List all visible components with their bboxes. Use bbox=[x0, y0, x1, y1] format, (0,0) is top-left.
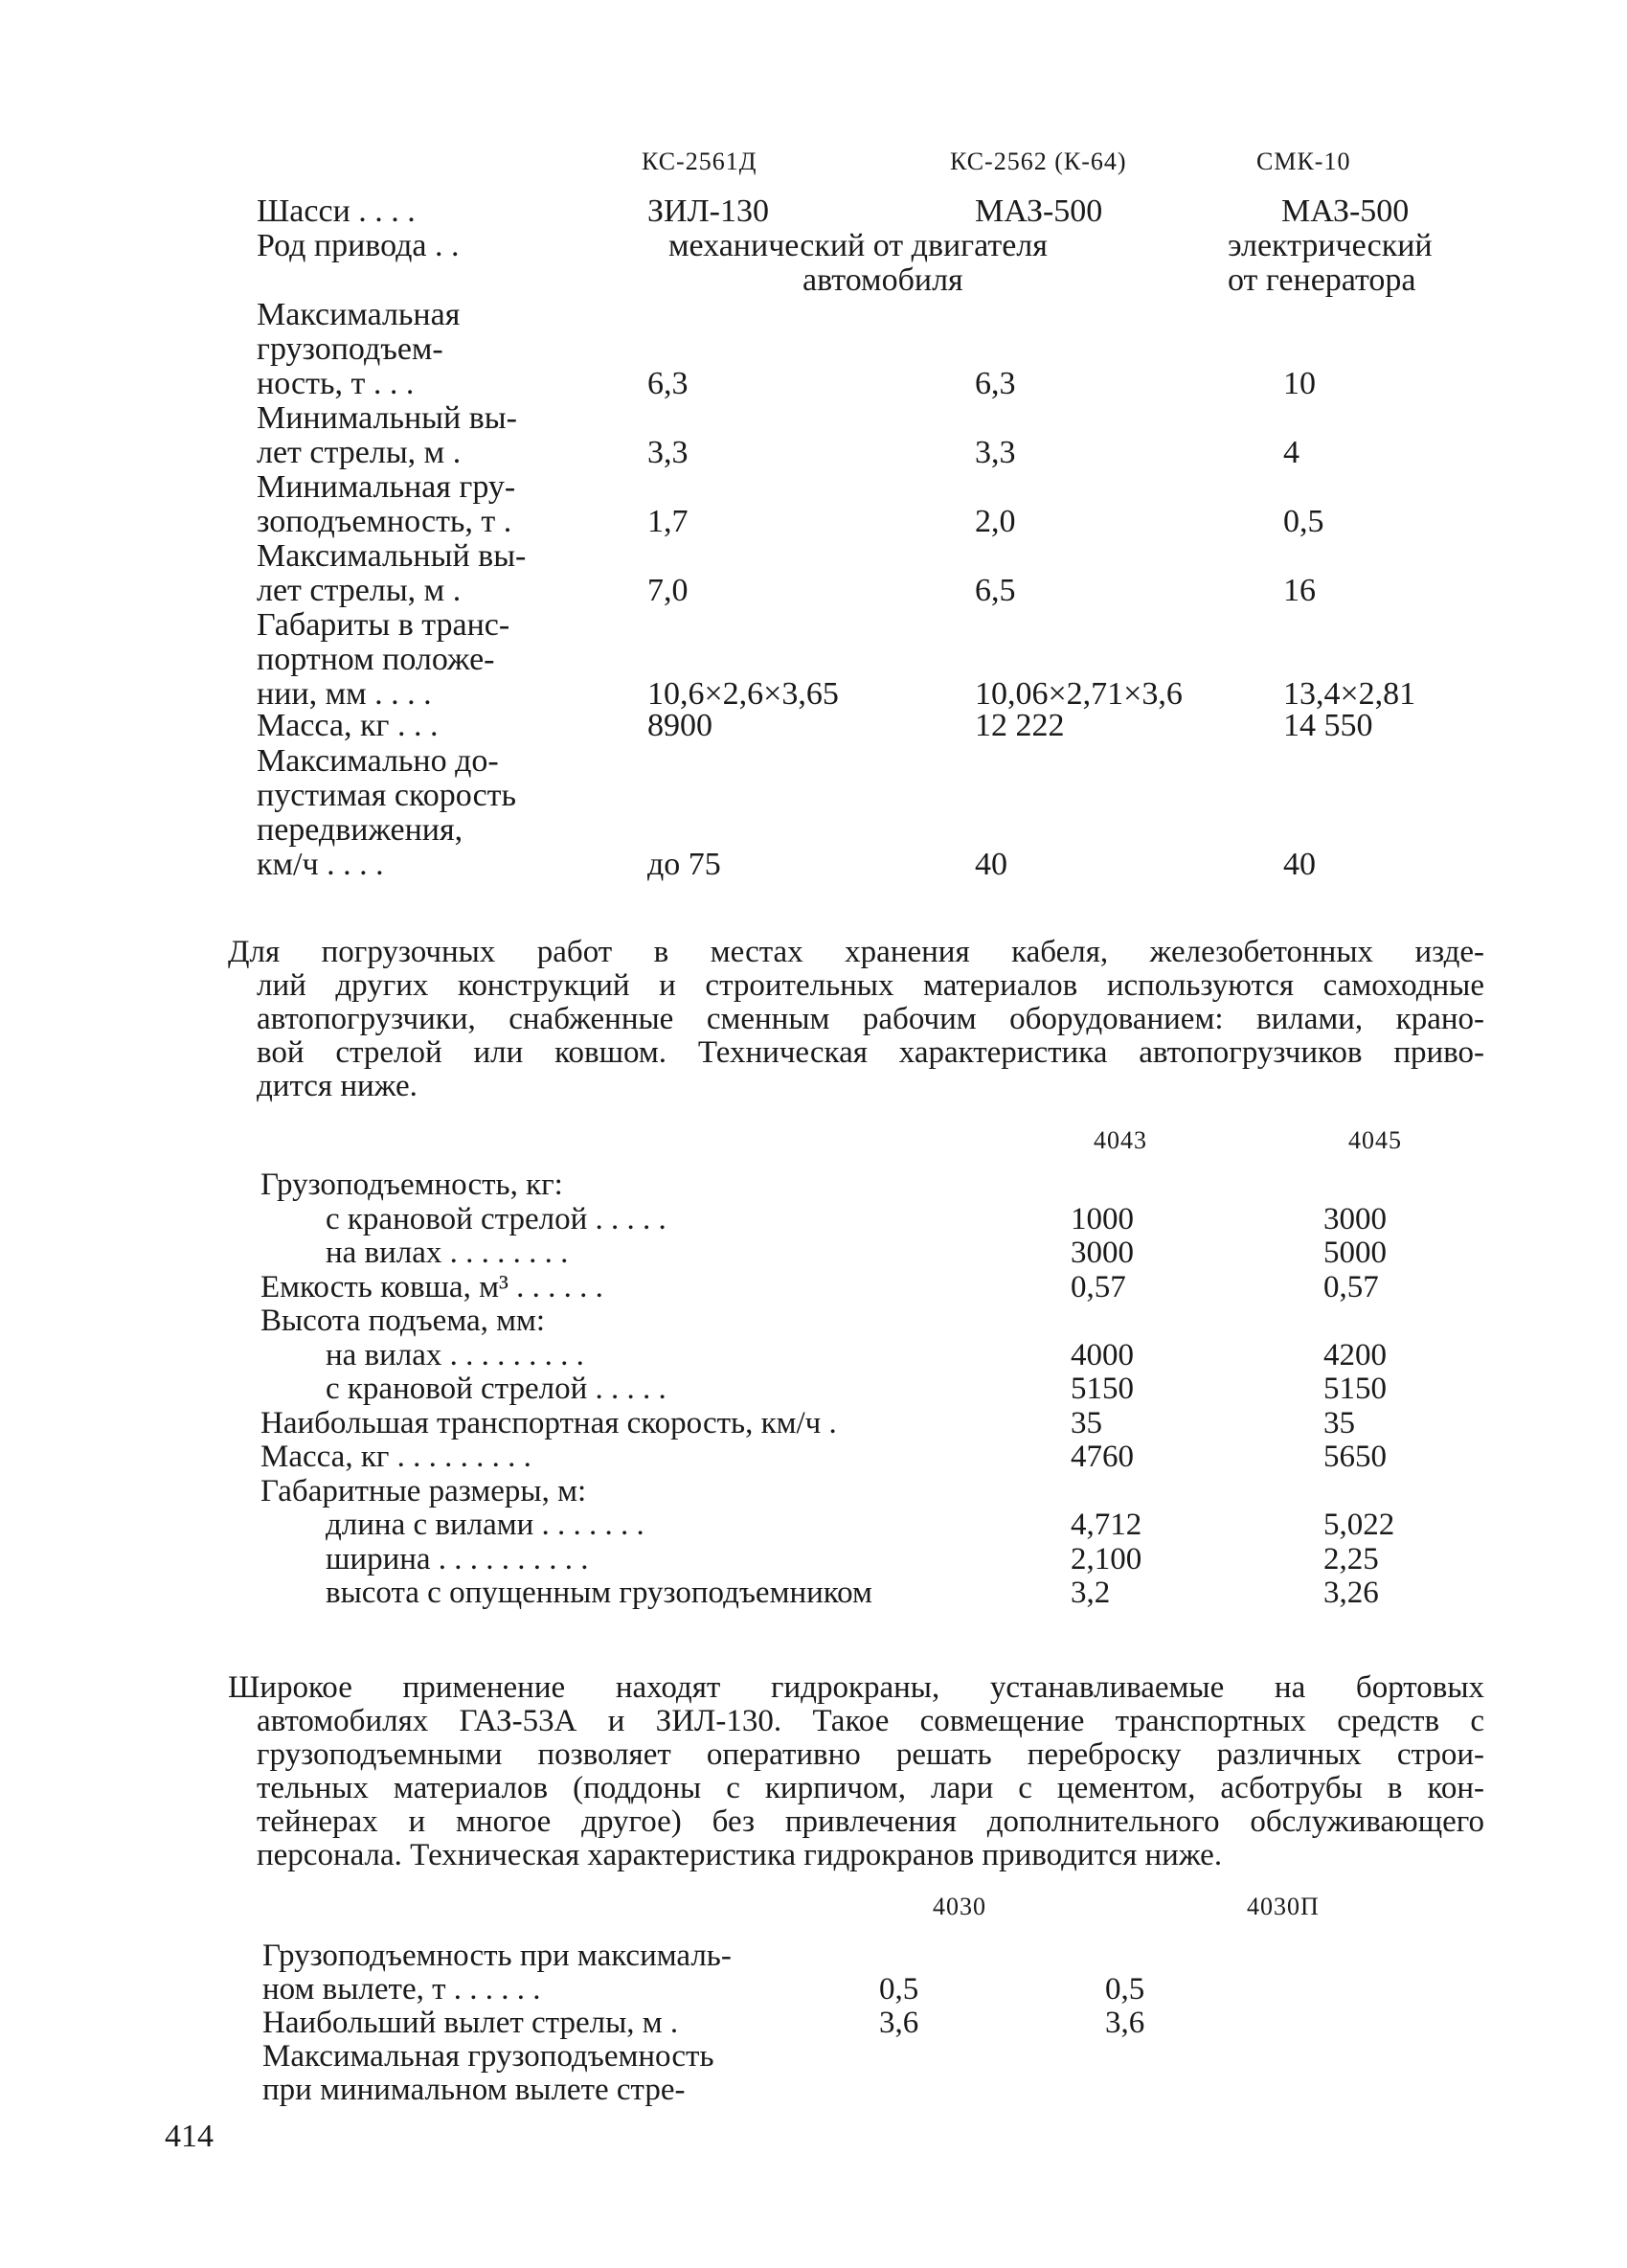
row-label: длина с вилами . . . . . . . bbox=[326, 1508, 644, 1542]
row-label: с крановой стрелой . . . . . bbox=[326, 1372, 667, 1406]
page-number: 414 bbox=[165, 2119, 214, 2154]
cell-value: 3,3 bbox=[975, 435, 1016, 470]
row-label: Габариты в транс- bbox=[257, 607, 510, 643]
cell-value: 8900 bbox=[647, 708, 712, 743]
cell-value: 3000 bbox=[1323, 1202, 1387, 1236]
cell-value: 0,5 bbox=[1283, 504, 1324, 539]
cell-value: 3,2 bbox=[1071, 1576, 1111, 1610]
column-header: 4045 bbox=[1348, 1126, 1402, 1154]
cell-value: 10,6×2,6×3,65 bbox=[647, 676, 839, 712]
row-label: высота с опущенным грузоподъемником bbox=[326, 1576, 872, 1610]
cell-value: 0,5 bbox=[879, 1972, 919, 2007]
row-label: Минимальный вы- bbox=[257, 400, 517, 436]
cell-value: от генератора bbox=[1228, 262, 1416, 298]
cell-value: 13,4×2,81 bbox=[1283, 676, 1416, 712]
cell-value: 16 bbox=[1283, 573, 1316, 608]
cell-value: 4200 bbox=[1323, 1338, 1387, 1372]
row-label: Высота подъема, мм: bbox=[260, 1304, 546, 1338]
row-label: ширина . . . . . . . . . . bbox=[326, 1542, 589, 1576]
row-label: Наибольший вылет стрелы, м . bbox=[262, 2006, 679, 2040]
column-header: 4030 bbox=[933, 1893, 986, 1920]
cell-value: 3,6 bbox=[1105, 2006, 1145, 2040]
row-label: Максимально до- bbox=[257, 743, 499, 779]
cell-value: 40 bbox=[1283, 847, 1316, 882]
row-label: Габаритные размеры, м: bbox=[260, 1474, 587, 1508]
cell-value: 4760 bbox=[1071, 1440, 1134, 1474]
cell-value: 2,100 bbox=[1071, 1542, 1142, 1576]
cell-value: 7,0 bbox=[647, 573, 689, 608]
row-label: грузоподъем- bbox=[257, 331, 443, 367]
cell-value: 3,6 bbox=[879, 2006, 919, 2040]
cell-value: 5650 bbox=[1323, 1440, 1387, 1474]
cell-value: электрический bbox=[1228, 228, 1433, 263]
cell-value: 5150 bbox=[1323, 1372, 1387, 1406]
column-header: КС-2562 (К-64) bbox=[950, 147, 1127, 175]
row-label: Минимальная гру- bbox=[257, 469, 516, 505]
cell-value: 1,7 bbox=[647, 504, 689, 539]
cell-value: МАЗ-500 bbox=[1281, 193, 1410, 229]
paragraph-line: персонала. Техническая характеристика гидрокранов приводится ниже. bbox=[257, 1840, 1223, 1871]
cell-value: 10,06×2,71×3,6 bbox=[975, 676, 1183, 712]
paragraph-line: тейнерах и многое другое) без привлечения дополнительного обслуживающего bbox=[257, 1806, 1484, 1838]
cell-value: 35 bbox=[1071, 1406, 1102, 1440]
paragraph-line: грузоподъемными позволяет оперативно решать переброску различных строи- bbox=[257, 1739, 1484, 1771]
cell-value: 2,25 bbox=[1323, 1542, 1379, 1576]
column-header: 4030П bbox=[1247, 1893, 1320, 1920]
row-label: передвижения, bbox=[257, 812, 463, 848]
paragraph-line: вой стрелой или ковшом. Техническая характеристика автопогрузчиков приво- bbox=[257, 1037, 1484, 1069]
row-label: Емкость ковша, м³ . . . . . . bbox=[260, 1270, 603, 1304]
row-label: ность, т . . . bbox=[257, 366, 415, 401]
cell-value: 5150 bbox=[1071, 1372, 1134, 1406]
column-header: КС-2561Д bbox=[642, 147, 757, 175]
cell-value: 10 bbox=[1283, 366, 1316, 401]
cell-value: 3,3 bbox=[647, 435, 689, 470]
cell-value: до 75 bbox=[647, 847, 721, 882]
cell-value: 14 550 bbox=[1283, 708, 1373, 743]
row-label: при минимальном вылете стре- bbox=[262, 2073, 686, 2107]
row-label: Масса, кг . . . . . . . . . bbox=[260, 1440, 531, 1474]
paragraph-line: Для погрузочных работ в местах хранения кабеля, железобетонных изде- bbox=[228, 937, 1484, 968]
paragraph-line: лий других конструкций и строительных материалов используются самоходные bbox=[257, 970, 1484, 1002]
cell-value: 0,57 bbox=[1323, 1270, 1379, 1304]
cell-value: 5,022 bbox=[1323, 1508, 1395, 1542]
row-label: Максимальная bbox=[257, 297, 461, 332]
paragraph-line: тельных материалов (поддоны с кирпичом, лари с цементом, асботрубы в кон- bbox=[257, 1773, 1484, 1804]
row-label: на вилах . . . . . . . . bbox=[326, 1236, 569, 1270]
row-label: портном положе- bbox=[257, 642, 495, 677]
paragraph-line: Широкое применение находят гидрокраны, устанавливаемые на бортовых bbox=[228, 1672, 1484, 1704]
cell-value: 6,3 bbox=[975, 366, 1016, 401]
row-label: Максимальная грузоподъемность bbox=[262, 2039, 714, 2074]
row-label: с крановой стрелой . . . . . bbox=[326, 1202, 667, 1236]
row-label: зоподъемность, т . bbox=[257, 504, 512, 539]
cell-value: МАЗ-500 bbox=[975, 193, 1103, 229]
cell-value: 0,57 bbox=[1071, 1270, 1126, 1304]
row-label: км/ч . . . . bbox=[257, 847, 384, 882]
cell-value: 40 bbox=[975, 847, 1007, 882]
cell-value: 0,5 bbox=[1105, 1972, 1145, 2007]
cell-value: 6,3 bbox=[647, 366, 689, 401]
row-label: нии, мм . . . . bbox=[257, 676, 432, 712]
cell-value: 2,0 bbox=[975, 504, 1016, 539]
row-label: Шасси . . . . bbox=[257, 193, 416, 229]
column-header: 4043 bbox=[1094, 1126, 1147, 1154]
column-header: СМК-10 bbox=[1256, 147, 1351, 175]
paragraph-line: автопогрузчики, снабженные сменным рабочим оборудованием: вилами, крано- bbox=[257, 1004, 1484, 1035]
cell-value: 4000 bbox=[1071, 1338, 1134, 1372]
row-label: Род привода . . bbox=[257, 228, 460, 263]
cell-value: автомобиля bbox=[802, 262, 963, 298]
cell-value: 1000 bbox=[1071, 1202, 1134, 1236]
cell-value: механический от двигателя bbox=[668, 228, 1048, 263]
row-label: пустимая скорость bbox=[257, 778, 517, 813]
cell-value: 12 222 bbox=[975, 708, 1065, 743]
row-label: Максимальный вы- bbox=[257, 538, 527, 574]
paragraph-line: дится ниже. bbox=[257, 1071, 418, 1102]
cell-value: 3000 bbox=[1071, 1236, 1134, 1270]
cell-value: 35 bbox=[1323, 1406, 1355, 1440]
row-label: ном вылете, т . . . . . . bbox=[262, 1972, 541, 2007]
cell-value: 4 bbox=[1283, 435, 1299, 470]
paragraph-line: автомобилях ГАЗ-53А и ЗИЛ-130. Такое совмещение транспортных средств с bbox=[257, 1706, 1484, 1737]
row-label: на вилах . . . . . . . . . bbox=[326, 1338, 584, 1372]
row-label: Масса, кг . . . bbox=[257, 708, 439, 743]
row-label: лет стрелы, м . bbox=[257, 435, 462, 470]
row-label: Грузоподъемность, кг: bbox=[260, 1168, 563, 1202]
row-label: Грузоподъемность при максималь- bbox=[262, 1939, 732, 1973]
row-label: Наибольшая транспортная скорость, км/ч . bbox=[260, 1406, 837, 1440]
cell-value: 3,26 bbox=[1323, 1576, 1379, 1610]
cell-value: ЗИЛ-130 bbox=[647, 193, 769, 229]
cell-value: 4,712 bbox=[1071, 1508, 1142, 1542]
cell-value: 5000 bbox=[1323, 1236, 1387, 1270]
cell-value: 6,5 bbox=[975, 573, 1016, 608]
row-label: лет стрелы, м . bbox=[257, 573, 462, 608]
